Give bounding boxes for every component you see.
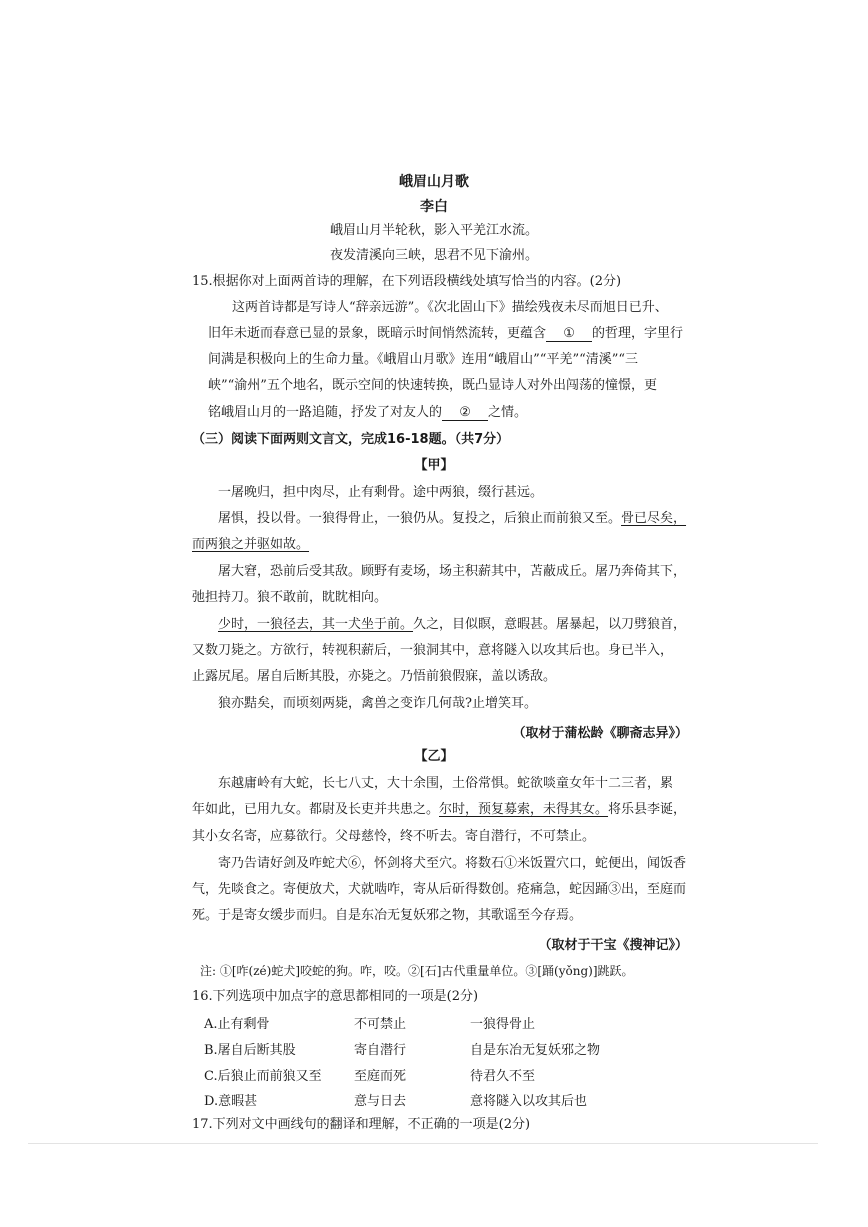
jia-para-2 xyxy=(218,510,686,528)
jia-para-5: 狼亦黠矣，而顷刻两毙，禽兽之变诈几何哉?止增笑耳。 xyxy=(218,696,537,711)
q15-para-line-3: 间满是积极向上的生命力量。《峨眉山月歌》连用“峨眉山”“平羌”“清溪”“三 xyxy=(208,352,639,367)
q15-para-line-1: 这两首诗都是写诗人“辞亲远游”。《次北固山下》描绘残夜未尽而旭日已升、 xyxy=(232,300,668,315)
poem-author: 李白 xyxy=(420,199,448,215)
q16-option-a-col3: 一狼得骨止 xyxy=(470,1017,536,1032)
yi-para-1c: 将乐县李诞， xyxy=(608,802,687,817)
q16-option-b-col2: 寄自潜行 xyxy=(354,1043,407,1058)
yi-para-1b-line xyxy=(192,801,686,819)
jia-para-1: 一屠晚归，担中肉尽，止有剩骨。途中两狼，缀行甚远。 xyxy=(218,485,544,500)
q16-option-b-col1: B.屠自后断其股 xyxy=(204,1043,296,1058)
yi-para-1d: 其小女名寄，应募欲行。父母慈怜，终不听去。寄自潜行，不可禁止。 xyxy=(192,829,596,844)
jia-para-4 xyxy=(218,616,686,634)
yi-source: （取材于干宝《搜神记》） xyxy=(538,938,688,953)
jia-para-4a: 久之，目似瞑，意暇甚。屠暴起，以刀劈狼首， xyxy=(413,617,687,632)
q16-option-c-col2: 至庭而死 xyxy=(354,1069,407,1084)
yi-para-2a: 寄乃告请好剑及咋蛇犬⑥，怀剑将犬至穴。将数石①米饭置穴口，蛇便出，闻饭香 xyxy=(218,856,687,871)
q15-blank-1[interactable]: ① xyxy=(546,326,592,342)
q16-option-a-col2: 不可禁止 xyxy=(354,1017,407,1032)
poem-title: 峨眉山月歌 xyxy=(399,174,469,190)
q15-para-line-2b: 的哲理，字里行 xyxy=(592,326,684,341)
jia-para-4b: 又数刀毙之。方欲行，转视积薪后，一狼洞其中，意将隧入以攻其后也。身已半入， xyxy=(192,643,674,658)
q16-option-d-col2: 意与日去 xyxy=(354,1094,407,1109)
annotation-note: 注: ①[咋(zé)蛇犬]咬蛇的狗。咋，咬。②[石]古代重量单位。③[踊(yǒng)]跳跃。 xyxy=(200,964,634,978)
q15-para-line-2 xyxy=(208,325,683,343)
q16-option-a-col1: A.止有剩骨 xyxy=(204,1017,270,1032)
page-divider xyxy=(28,1143,818,1144)
q15-para-line-2a: 旧年未逝而春意已显的景象，既暗示时间悄然流转，更蕴含 xyxy=(208,326,547,341)
q15-para-line-5 xyxy=(208,404,527,422)
q16-option-d-col3: 意将隧入以攻其后也 xyxy=(470,1094,588,1109)
jia-underlined-1: 骨已尽矣， xyxy=(621,511,687,526)
poem-line-2: 夜发清溪向三峡，思君不见下渝州。 xyxy=(329,248,538,263)
q15-para-line-5b: 之情。 xyxy=(488,405,528,420)
jia-para-4c: 止露尻尾。屠自后断其股，亦毙之。乃悟前狼假寐，盖以诱敌。 xyxy=(192,669,557,684)
q15-stem: 15.根据你对上面两首诗的理解，在下列语段横线处填写恰当的内容。(2分) xyxy=(192,274,622,289)
yi-para-1a: 东越庸岭有大蛇，长七八丈，大十余围，土俗常惧。蛇欲啖童女年十二三者，累 xyxy=(218,776,674,791)
q16-option-c-col3: 待君久不至 xyxy=(470,1069,536,1084)
jia-underlined-3: 少时，一狼径去，其一犬坐于前。 xyxy=(218,617,414,632)
jia-para-3: 屠大窘，恐前后受其敌。顾野有麦场，场主积薪其中，苫蔽成丘。屠乃奔倚其下， xyxy=(218,564,687,579)
q17-stem: 17.下列对文中画线句的翻译和理解，不正确的一项是(2分) xyxy=(192,1117,531,1132)
q16-stem: 16.下列选项中加点字的意思都相同的一项是(2分) xyxy=(192,989,479,1004)
jia-underlined-2: 而两狼之并驱如故。 xyxy=(192,537,310,552)
jia-para-2a: 屠惧，投以骨。一狼得骨止，一狼仍从。复投之，后狼止而前狼又至。 xyxy=(218,511,622,526)
section3-header: （三）阅读下面两则文言文，完成16-18题。（共7分） xyxy=(192,432,510,447)
jia-label: 【甲】 xyxy=(414,458,454,473)
yi-para-2c: 死。于是寄女缓步而归。自是东冶无复妖邪之物，其歌谣至今存焉。 xyxy=(192,908,583,923)
q15-para-line-5a: 铭峨眉山月的一路追随，抒发了对友人的 xyxy=(208,405,443,420)
q15-blank-2[interactable]: ② xyxy=(442,405,488,421)
yi-para-1b: 年如此，已用九女。都尉及长吏并共患之。 xyxy=(192,802,440,817)
q16-option-d-col1: D.意暇甚 xyxy=(204,1094,258,1109)
q16-option-c-col1: C.后狼止而前狼又至 xyxy=(204,1069,322,1084)
jia-para-3b: 弛担持刀。狼不敢前，眈眈相向。 xyxy=(192,590,388,605)
q16-option-b-col3: 自是东冶无复妖邪之物 xyxy=(470,1043,601,1058)
yi-label: 【乙】 xyxy=(414,749,454,764)
poem-line-1: 峨眉山月半轮秋，影入平羌江水流。 xyxy=(329,223,538,238)
yi-para-2b: 气，先啖食之。寄便放犬，犬就啮咋，寄从后斫得数创。疮痛急，蛇因踊③出，至庭而 xyxy=(192,882,687,897)
q15-para-line-4: 峡”“渝州”五个地名，既示空间的快速转换，既凸显诗人对外出闯荡的憧憬，更 xyxy=(208,378,657,393)
yi-underlined: 尔时，预复募索，未得其女。 xyxy=(439,802,609,817)
jia-source: （取材于蒲松龄《聊斋志异》） xyxy=(512,726,688,741)
